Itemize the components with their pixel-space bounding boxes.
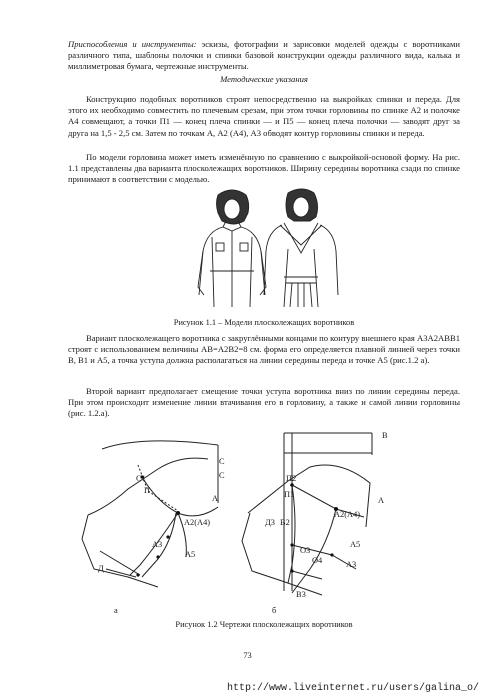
point-a3: А3 (152, 540, 163, 549)
point-c1: С1 (136, 474, 146, 483)
point-a-b: А (378, 496, 385, 505)
figure-1-2b-drawing (232, 425, 392, 605)
point-p: П (144, 486, 151, 495)
page-number: 73 (243, 651, 252, 660)
paragraph-variant-1: Вариант плосколежащего воротника с закруглёнными концами по контуру внешнего края А3А2АВВ1 строят с использованием величины АВ=А2В2=8 см. форма его определяется плавной линией через точки В, В1 и А5, а точка уступа должна располагаться на линии середины переда и точке А5 (рис.1.2 а). (68, 333, 460, 366)
paragraph-variant-2: Второй вариант предполагает смещение точки уступа воротника вниз по линии середины переда. При этом происходит изменение линии втачивания его в горловину, а также и самой линии горловины (рис. 1.2.а). (68, 386, 460, 419)
point-v3: В3 (296, 590, 306, 599)
point-a: А (212, 494, 219, 503)
point-o4: О4 (312, 556, 323, 565)
tools-text: эскизы, фотографии и зарисовки моделей одежды с воротниками различного типа, шаблоны полочки и спинки базовой конструкции одежды различного вида, калька и миллиметровая бумага, чертежные инструменты. (68, 39, 460, 72)
point-p2: П2 (286, 474, 297, 483)
figure-1-2-caption: Рисунок 1.2 Чертежи плосколежащих воротников (175, 620, 353, 629)
point-v: В (382, 431, 388, 440)
footer-url[interactable]: http://www.liveinternet.ru/users/galina_o/ (226, 683, 479, 694)
point-a5-b: А5 (350, 540, 361, 549)
figure-1-2a-drawing (78, 425, 238, 605)
point-a2-a4: А2(А4) (184, 518, 211, 527)
point-c: С (219, 471, 225, 480)
point-d: Д (98, 564, 104, 573)
method-heading: Методические указания (220, 74, 308, 84)
point-v2: В2 (280, 518, 290, 527)
point-c-top: С (219, 457, 225, 466)
point-p1: П1 (284, 490, 295, 499)
label-a: а (114, 606, 118, 615)
tools-paragraph (68, 39, 460, 73)
label-b: б (272, 606, 277, 615)
tools-label: Приспособления и инструменты: (68, 39, 197, 49)
point-o3: О3 (300, 546, 311, 555)
point-a2-a4-b: А2(А4) (334, 510, 361, 519)
paragraph-construction: Конструкцию подобных воротников строят непосредственно на выкройках спинки и переда. Для этого их необходимо совместить по плечевым срезам, при этом точки горловины по спинке А2 и полочке А4 совмещают, а точки П1 — конец плеча спинки — и П5 — конец плеча полочки — заводят друг за друга на 1,5 - 2,5 см. Затем по точкам А, А2 (А4), А3 обводят контур горловины спинки и переда. (68, 94, 460, 138)
point-a5: А5 (185, 550, 196, 559)
point-a3-b: А3 (346, 560, 357, 569)
paragraph-neckline: По модели горловина может иметь изменённую по сравнению с выкройкой-основой форму. На рис. 1.1 представлены два варианта плосколежащих воротников. Ширину середины воротника сзади по спинке принимают в соответствии с моделью. (68, 152, 460, 185)
figure-1-1-caption: Рисунок 1.1 – Модели плосколежащих воротников (173, 318, 355, 327)
point-d3: Д3 (265, 518, 275, 527)
figure-1-1-illustration (196, 187, 346, 311)
